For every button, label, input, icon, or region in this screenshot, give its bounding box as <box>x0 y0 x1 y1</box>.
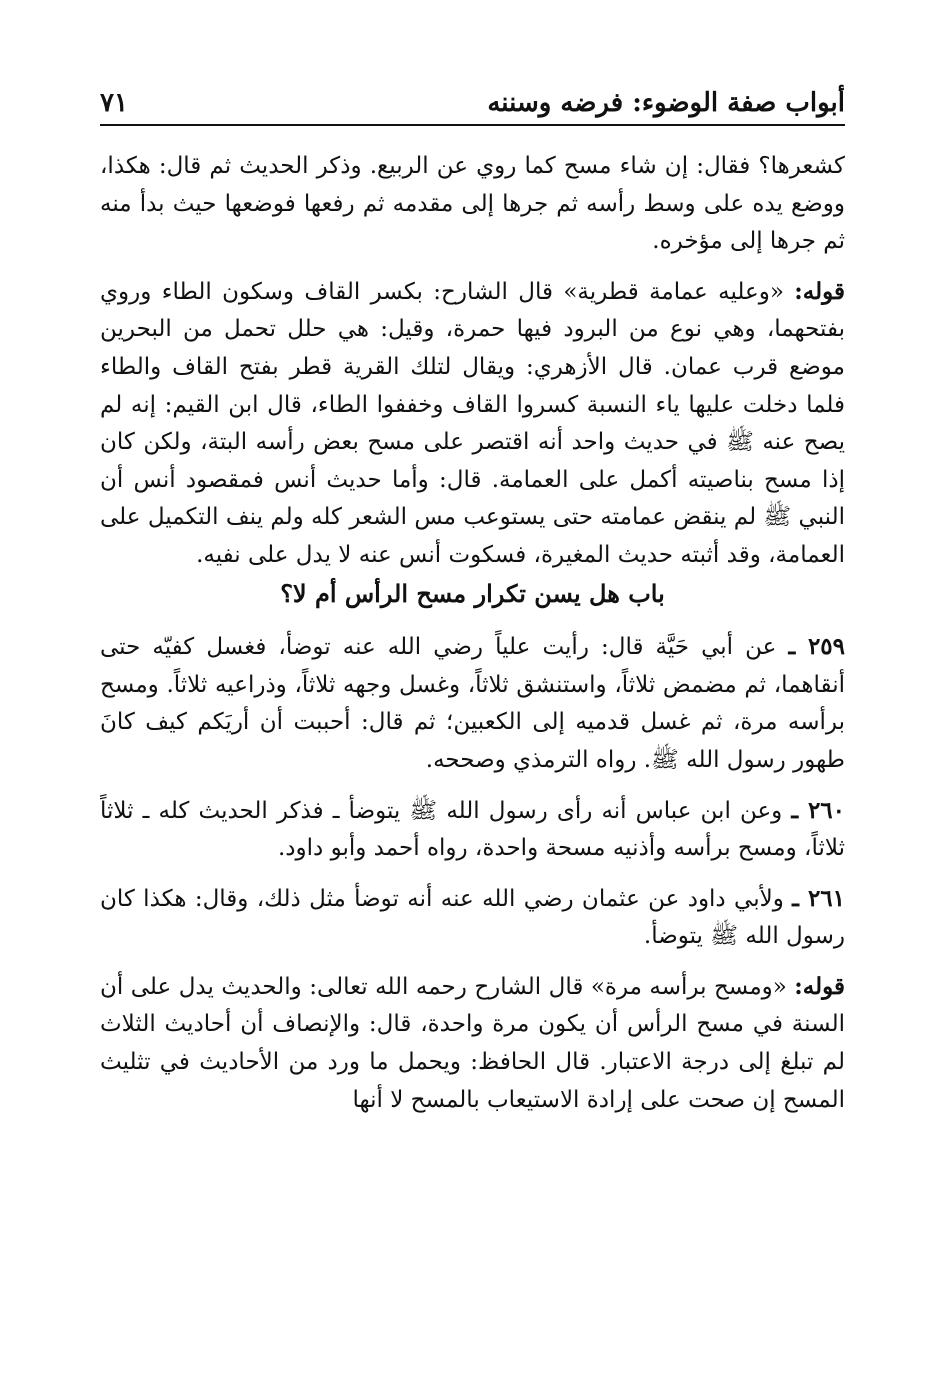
paragraph-2 <box>100 273 845 575</box>
hadith-261-text: ولأبي داود عن عثمان رضي الله عنه أنه توضأ مثل ذلك، وقال: هكذا كان رسول الله ﷺ يتوضأ. <box>100 885 845 950</box>
hadith-259 <box>100 628 845 779</box>
hadith-261-number: ٢٦١ ـ <box>792 884 845 912</box>
hadith-260 <box>100 792 845 868</box>
chapter-heading: باب هل يسن تكرار مسح الرأس أم لا؟ <box>280 578 665 608</box>
qawluhu-lead-2: قوله: <box>794 972 845 1000</box>
hadith-259-number: ٢٥٩ ـ <box>788 633 846 661</box>
running-header <box>100 80 845 126</box>
hadith-260-text: وعن ابن عباس أنه رأى رسول الله ﷺ يتوضأ ـ فذكر الحديث كله ـ ثلاثاً ثلاثاً، ومسح برأسه وأذنيه مسحة واحدة، رواه أحمد وأبو داود. <box>100 797 845 862</box>
hadith-259-text: عن أبي حَيَّة قال: رأيت علياً رضي الله عنه توضأ، فغسل كفيّه حتى أنقاهما، ثم مضمض ثلاثاً، واستنشق ثلاثاً، وغسل وجهه ثلاثاً، وذراعيه ثلاثاً. ومسح برأسه مرة، ثم غسل قدميه إلى الكعبين؛ ثم قال: أحببت أن أريَكم كيف كانَ طهور رسول الله ﷺ. رواه الترمذي وصححه. <box>100 634 845 773</box>
paragraph-1: كشعرها؟ فقال: إن شاء مسح كما روي عن الربيع. وذكر الحديث ثم قال: هكذا، ووضع يده على وسط رأسه ثم جرها إلى مقدمه ثم رفعها فوضعها حيث بدأ منه ثم جرها إلى مؤخره. <box>100 153 845 255</box>
paragraph-2-text: «وعليه عمامة قطرية» قال الشارح: بكسر القاف وسكون الطاء وروي بفتحهما، وهي نوع من البرود فيها حمرة، وقيل: هي حلل تحمل من البحرين موضع قرب عمان. قال الأزهري: ويقال لتلك القرية قطر بفتح القاف والطاء فلما دخلت عليها ياء النسبة كسروا القاف وخففوا الطاء، قال ابن القيم: إنه لم يصح عنه ﷺ في حديث واحد أنه اقتصر على مسح بعض رأسه البتة، ولكن كان إذا مسح بناصيته أكمل على العمامة. قال: وأما حديث أنس فمقصود أنس أن النبي ﷺ لم ينقض عمامته حتى يستوعب مس الشعر كله ولم ينف التكميل على العمامة، وقد أثبته حديث المغيرة، فسكوت أنس عنه لا يدل على نفيه. <box>100 278 845 568</box>
qawluhu-lead: قوله: <box>794 277 845 305</box>
header-title: أبواب صفة الوضوء: فرضه وسننه <box>487 88 845 118</box>
paragraph-last <box>100 968 845 1119</box>
paragraph-last-text: «ومسح برأسه مرة» قال الشارح رحمه الله تعالى: والحديث يدل على أن السنة في مسح الرأس أن يكون مرة واحدة، قال: والإنصاف أن أحاديث الثلاث لم تبلغ إلى درجة الاعتبار. قال الحافظ: ويحمل ما ورد من الأحاديث في تثليث المسح إن صحت على إرادة الاستيعاب بالمسح لا أنها <box>100 973 845 1113</box>
hadith-260-number: ٢٦٠ ـ <box>791 796 845 824</box>
page-number: ٧١ <box>100 88 128 118</box>
hadith-261 <box>100 880 845 956</box>
page-body <box>100 148 845 1119</box>
